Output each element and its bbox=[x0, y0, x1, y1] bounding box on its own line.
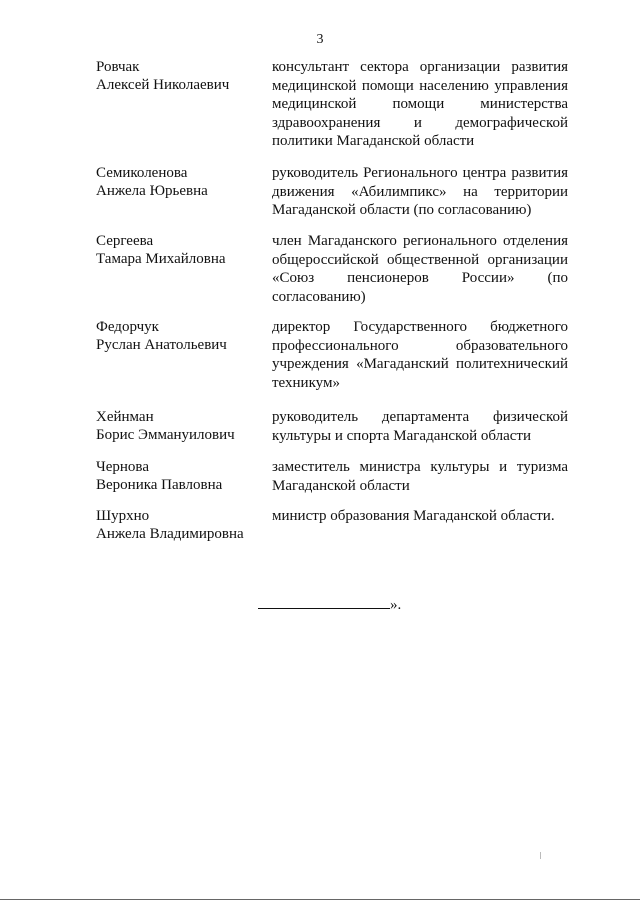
member-name bbox=[96, 164, 266, 200]
closing-line bbox=[258, 596, 401, 614]
member-given-name: Тамара Михайловна bbox=[96, 251, 226, 267]
member-given-name: Руслан Анатольевич bbox=[96, 337, 227, 353]
member-surname: Семиколенова bbox=[96, 165, 188, 181]
scan-speck bbox=[540, 852, 541, 859]
member-surname: Федорчук bbox=[96, 319, 159, 335]
member-name bbox=[96, 318, 266, 354]
member-position: заместитель министра культуры и туризма Магаданской области bbox=[272, 459, 568, 494]
member-surname: Сергеева bbox=[96, 233, 154, 249]
member-given-name: Анжела Юрьевна bbox=[96, 183, 208, 199]
member-surname: Хейнман bbox=[96, 409, 154, 425]
member-surname: Чернова bbox=[96, 459, 149, 475]
member-name bbox=[96, 458, 266, 494]
member-given-name: Анжела Владимировна bbox=[96, 526, 244, 542]
member-position: руководитель департамента физической культуры и спорта Магаданской области bbox=[272, 409, 568, 444]
member-position: министр образования Магаданской области. bbox=[272, 508, 555, 524]
member-given-name: Алексей Николаевич bbox=[96, 77, 230, 93]
member-position: член Магаданского регионального отделения общероссийской общественной организации «Союз пенсионеров России» (по согласованию) bbox=[272, 233, 568, 305]
page-number: 3 bbox=[316, 32, 324, 47]
member-surname: Ровчак bbox=[96, 59, 140, 75]
member-name bbox=[96, 507, 266, 543]
closing-quote: ». bbox=[390, 597, 402, 613]
member-surname: Шурхно bbox=[96, 508, 150, 524]
member-given-name: Вероника Павловна bbox=[96, 477, 223, 493]
member-position: консультант сектора организации развития медицинской помощи населению управления медицинской помощи министерства здравоохранения и демографической политики Магаданской области bbox=[272, 59, 568, 149]
member-position: директор Государственного бюджетного профессионального образовательного учреждения «Магаданский политехнический техникум» bbox=[272, 319, 568, 391]
member-name bbox=[96, 58, 266, 94]
member-position: руководитель Регионального центра развития движения «Абилимпикс» на территории Магаданской области (по согласованию) bbox=[272, 165, 568, 218]
member-given-name: Борис Эммануилович bbox=[96, 427, 235, 443]
member-name bbox=[96, 408, 266, 444]
bottom-edge-rule bbox=[0, 899, 640, 900]
member-name bbox=[96, 232, 266, 268]
signature-blank-line bbox=[258, 596, 390, 609]
